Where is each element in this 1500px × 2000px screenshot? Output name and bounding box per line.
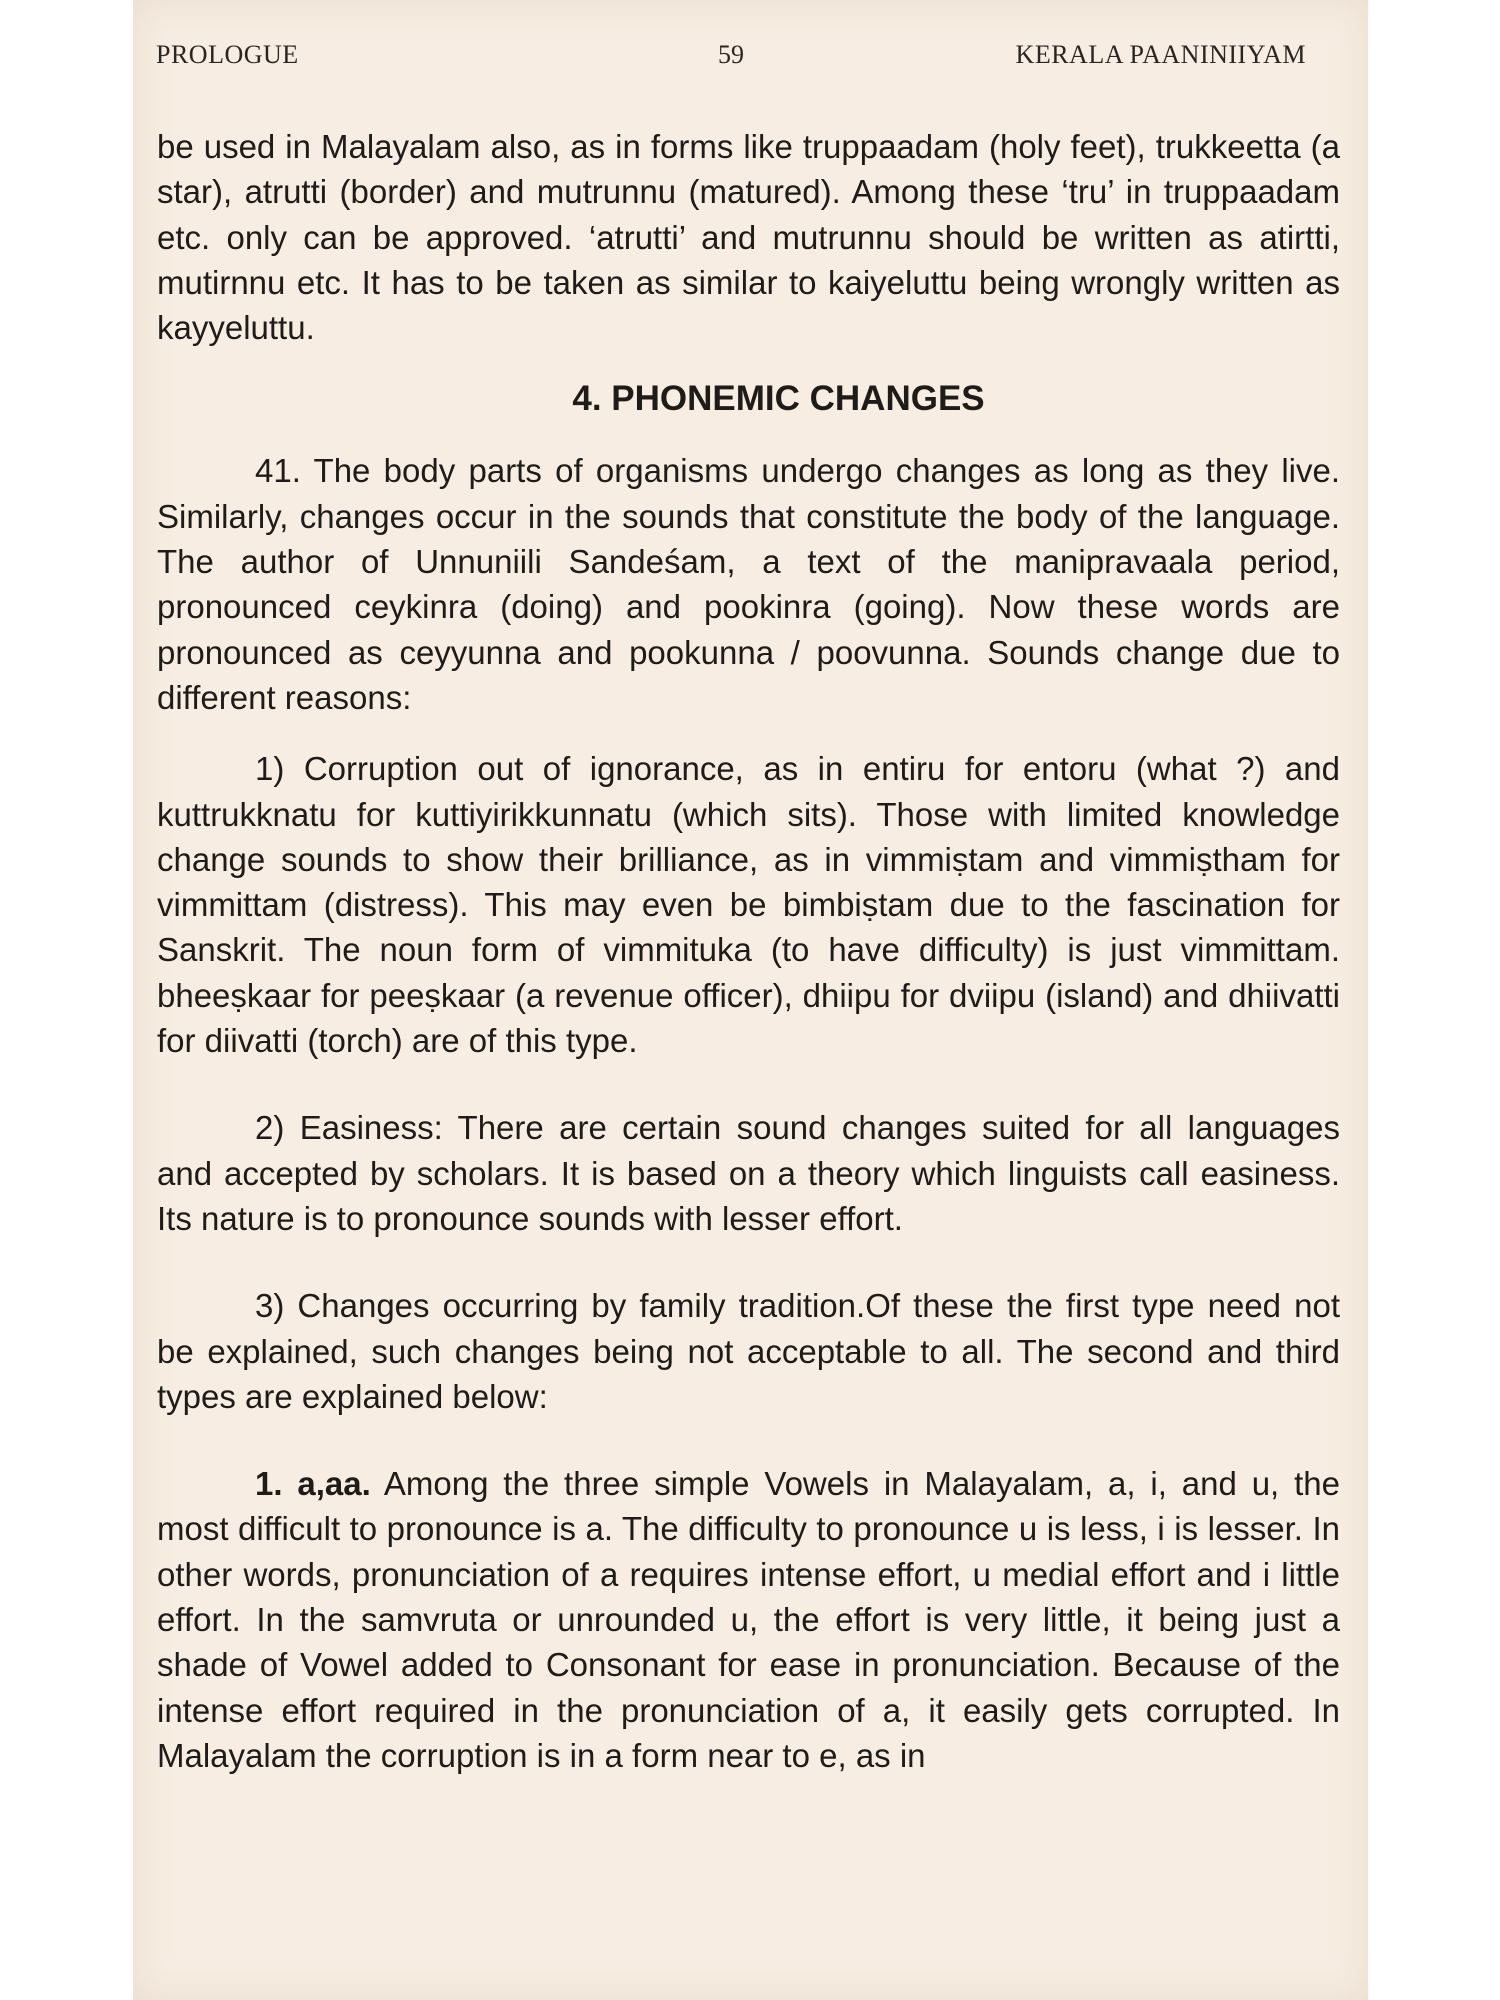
vowel-label: 1. a,aa. [255, 1465, 371, 1503]
intro-paragraph: be used in Malayalam also, as in forms like truppaadam (holy feet), trukkeetta (a star), atrutti (border) and mutrunnu (matured). Among these ‘tru’ in truppaadam etc. only can be approved. ‘atrutti’ and mutrunnu should be written as atirtti, mutirnnu etc. It has to be taken as similar to kaiyeluttu being wrongly written as kayyeluttu. [157, 128, 1340, 347]
page-number: 59 [718, 40, 744, 69]
spacer [157, 720, 1340, 746]
spacer [157, 1063, 1340, 1105]
header-right: KERALA PAANINIIYAM [1015, 40, 1306, 69]
list-item-3: 3) Changes occurring by family tradition.Of these the first type need not be explained, such changes being not acceptable to all. The second and third types are explained below: [157, 1287, 1340, 1415]
spacer [157, 422, 1340, 448]
spacer [157, 350, 1340, 376]
body-text [157, 124, 1340, 1778]
list-item-1: 1) Corruption out of ignorance, as in entiru for entoru (what ?) and kuttrukknatu for kuttiyirikkunnatu (which sits). Those with limited knowledge change sounds to show their brilliance, as in vimmiṣtam and vimmiṣtham for vimmittam (distress). This may even be bimbiṣtam due to the fascination for Sanskrit. The noun form of vimmituka (to have difficulty) is just vimmittam. bheeṣkaar for peeṣkaar (a revenue officer), dhiipu for dviipu (island) and dhiivatti for diivatti (torch) are of this type. [157, 750, 1340, 1060]
spacer [157, 1419, 1340, 1461]
vowel-paragraph [157, 1461, 1340, 1778]
running-header [156, 40, 1306, 76]
section-heading: 4. PHONEMIC CHANGES [572, 379, 985, 419]
spacer [157, 1241, 1340, 1283]
vowel-text: Among the three simple Vowels in Malayalam, a, i, and u, the most difficult to pronounce is a. The difficulty to pronounce u is less, i is lesser. In other words, pronunciation of a requires intense effort, u medial effort and i little effort. In the samvruta or unrounded u, the effort is very little, it being just a shade of Vowel added to Consonant for ease in pronunciation. Because of the intense effort required in the pronunciation of a, it easily gets corrupted. In Malayalam the corruption is in a form near to e, as in [157, 1465, 1340, 1774]
paragraph-41: 41. The body parts of organisms undergo changes as long as they live. Similarly, changes occur in the sounds that constitute the body of the language. The author of Unnuniili Sandeśam, a text of the manipravaala period, pronounced ceykinra (doing) and pookinra (going). Now these words are pronounced as ceyyunna and pookunna / poovunna. Sounds change due to different reasons: [157, 452, 1340, 716]
list-item-2: 2) Easiness: There are certain sound changes suited for all languages and accepted by scholars. It is based on a theory which linguists call easiness. Its nature is to pronounce sounds with lesser effort. [157, 1109, 1340, 1237]
header-left: PROLOGUE [156, 40, 299, 69]
